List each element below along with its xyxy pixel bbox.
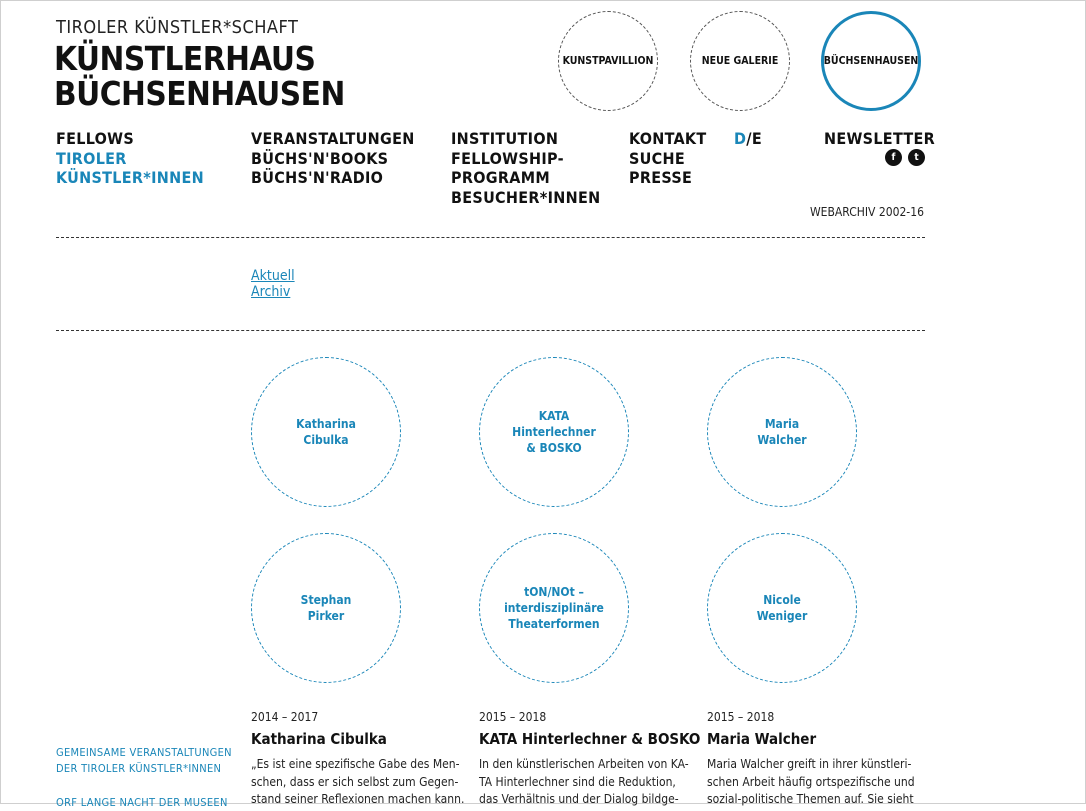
venue-neue-galerie[interactable]	[690, 11, 790, 111]
fellow-card-years: 2015 – 2018	[479, 710, 547, 724]
facebook-icon[interactable]: f	[885, 149, 902, 166]
nav-label: TIROLER	[56, 148, 127, 168]
fellow-card-name[interactable]: Maria Walcher	[707, 730, 817, 748]
nav-column-institution	[451, 129, 600, 207]
fellow-card-name[interactable]: Katharina Cibulka	[251, 730, 387, 748]
fellow-name-line: & BOSKO	[526, 441, 582, 455]
language-en[interactable]: E	[751, 129, 762, 148]
venue-kunstpavillion[interactable]	[558, 11, 658, 111]
fellow-circle-nicole-weniger[interactable]	[707, 533, 857, 683]
fellow-circle-label	[757, 416, 806, 448]
tab-aktuell[interactable]: Aktuell	[251, 268, 295, 284]
nav-label: KÜNSTLER*INNEN	[56, 168, 204, 187]
nav-suche[interactable]: SUCHE	[629, 148, 685, 168]
site-title[interactable]	[54, 41, 345, 111]
fellow-circle-stephan-pirker[interactable]	[251, 533, 401, 683]
divider	[56, 237, 925, 238]
fellow-circle-label	[296, 416, 356, 448]
nav-column-contact	[629, 129, 707, 188]
venue-label: NEUE GALERIE	[701, 55, 779, 67]
fellow-name-line: tON/NOt –	[524, 585, 584, 599]
nav-kontakt[interactable]: KONTAKT	[629, 129, 707, 148]
nav-label: FELLOWSHIP-	[451, 148, 564, 168]
fellow-circle-ton-not[interactable]	[479, 533, 629, 683]
nav-veranstaltungen[interactable]: VERANSTALTUNGEN	[251, 129, 415, 148]
fellow-card-name[interactable]: KATA Hinterlechner & BOSKO	[479, 730, 701, 748]
fellow-name-line: Pirker	[307, 609, 345, 623]
fellow-name-line: Walcher	[757, 433, 807, 447]
sidebar-link-label: DER TIROLER KÜNSTLER*INNEN	[56, 762, 222, 775]
fellow-circle-label	[301, 592, 352, 624]
fellow-name-line: Stephan	[300, 593, 352, 607]
newsletter-link[interactable]: NEWSLETTER	[824, 129, 936, 148]
fellow-card-years: 2014 – 2017	[251, 710, 319, 724]
nav-tiroler-kuenstler-innen[interactable]	[56, 149, 204, 188]
twitter-icon[interactable]: t	[908, 149, 925, 166]
venue-buechsenhausen[interactable]	[821, 11, 921, 111]
fellow-name-line: Katharina	[296, 417, 356, 431]
tab-archiv[interactable]: Archiv	[251, 284, 291, 300]
fellow-name-line: interdisziplinäre	[504, 601, 604, 615]
nav-buechs-n-radio[interactable]: BÜCHS'N'RADIO	[251, 168, 384, 187]
nav-besucher-innen[interactable]: BESUCHER*INNEN	[451, 187, 601, 207]
fellow-name-line: Theaterformen	[508, 617, 600, 631]
webarchive-link[interactable]: WEBARCHIV 2002-16	[810, 205, 924, 219]
fellow-card	[707, 710, 929, 806]
fellow-circle-kata-hinterlechner-bosko[interactable]	[479, 357, 629, 507]
fellow-name-line: Maria	[764, 417, 800, 431]
venue-label: BÜCHSENHAUSEN	[823, 55, 919, 67]
nav-column-fellows	[56, 129, 204, 188]
site-title-line2: BÜCHSENHAUSEN	[54, 74, 345, 113]
fellow-circle-label	[757, 592, 808, 624]
fellow-name-line: Nicole	[763, 593, 801, 607]
fellow-name-line: Cibulka	[303, 433, 349, 447]
language-de[interactable]: D	[734, 129, 747, 148]
fellow-card-text: „Es ist eine spezifische Gabe des Men- schen, dass er sich selbst zum Gegen- stand seiner Reflexionen machen kann.	[251, 757, 465, 806]
site-subtitle: TIROLER KÜNSTLER*SCHAFT	[56, 17, 299, 38]
nav-column-events	[251, 129, 415, 188]
divider	[56, 330, 925, 331]
nav-institution[interactable]: INSTITUTION	[451, 129, 559, 148]
fellow-name-line: Hinterlechner	[512, 425, 596, 439]
nav-buechs-n-books[interactable]: BÜCHS'N'BOOKS	[251, 148, 389, 168]
fellow-name-line: Weniger	[756, 609, 808, 623]
fellow-name-line: KATA	[538, 409, 570, 423]
fellow-circle-label	[504, 584, 604, 632]
language-separator: /	[746, 129, 752, 148]
fellow-card-years: 2015 – 2018	[707, 710, 775, 724]
nav-fellowship-programm[interactable]	[451, 149, 600, 188]
language-switch	[734, 129, 762, 149]
sidebar-link-lange-nacht[interactable]: ORF LANGE NACHT DER MUSEEN	[56, 796, 228, 809]
fellow-circle-katharina-cibulka[interactable]	[251, 357, 401, 507]
fellow-circle-label	[512, 408, 596, 456]
fellow-tabs	[251, 268, 295, 300]
fellow-circle-maria-walcher[interactable]	[707, 357, 857, 507]
fellow-card	[251, 710, 473, 806]
site-title-line1: KÜNSTLERHAUS	[54, 39, 316, 78]
sidebar-link-gemeinsame-veranstaltungen[interactable]	[56, 745, 232, 777]
nav-presse[interactable]: PRESSE	[629, 168, 693, 187]
sidebar-link-label: GEMEINSAME VERANSTALTUNGEN	[56, 746, 232, 759]
nav-label: PROGRAMM	[451, 168, 550, 187]
fellow-card	[479, 710, 701, 806]
nav-fellows[interactable]: FELLOWS	[56, 129, 135, 148]
fellow-card-text: In den künstlerischen Arbeiten von KA- TA Hinterlechner sind die Reduktion, das Verhältnis und der Dialog bildge-	[479, 757, 689, 806]
fellow-card-text: Maria Walcher greift in ihrer künstleri- schen Arbeit häufig ortspezifische und sozial-politische Themen auf. Sie sieht	[707, 757, 915, 806]
venue-label: KUNSTPAVILLION	[562, 55, 654, 67]
